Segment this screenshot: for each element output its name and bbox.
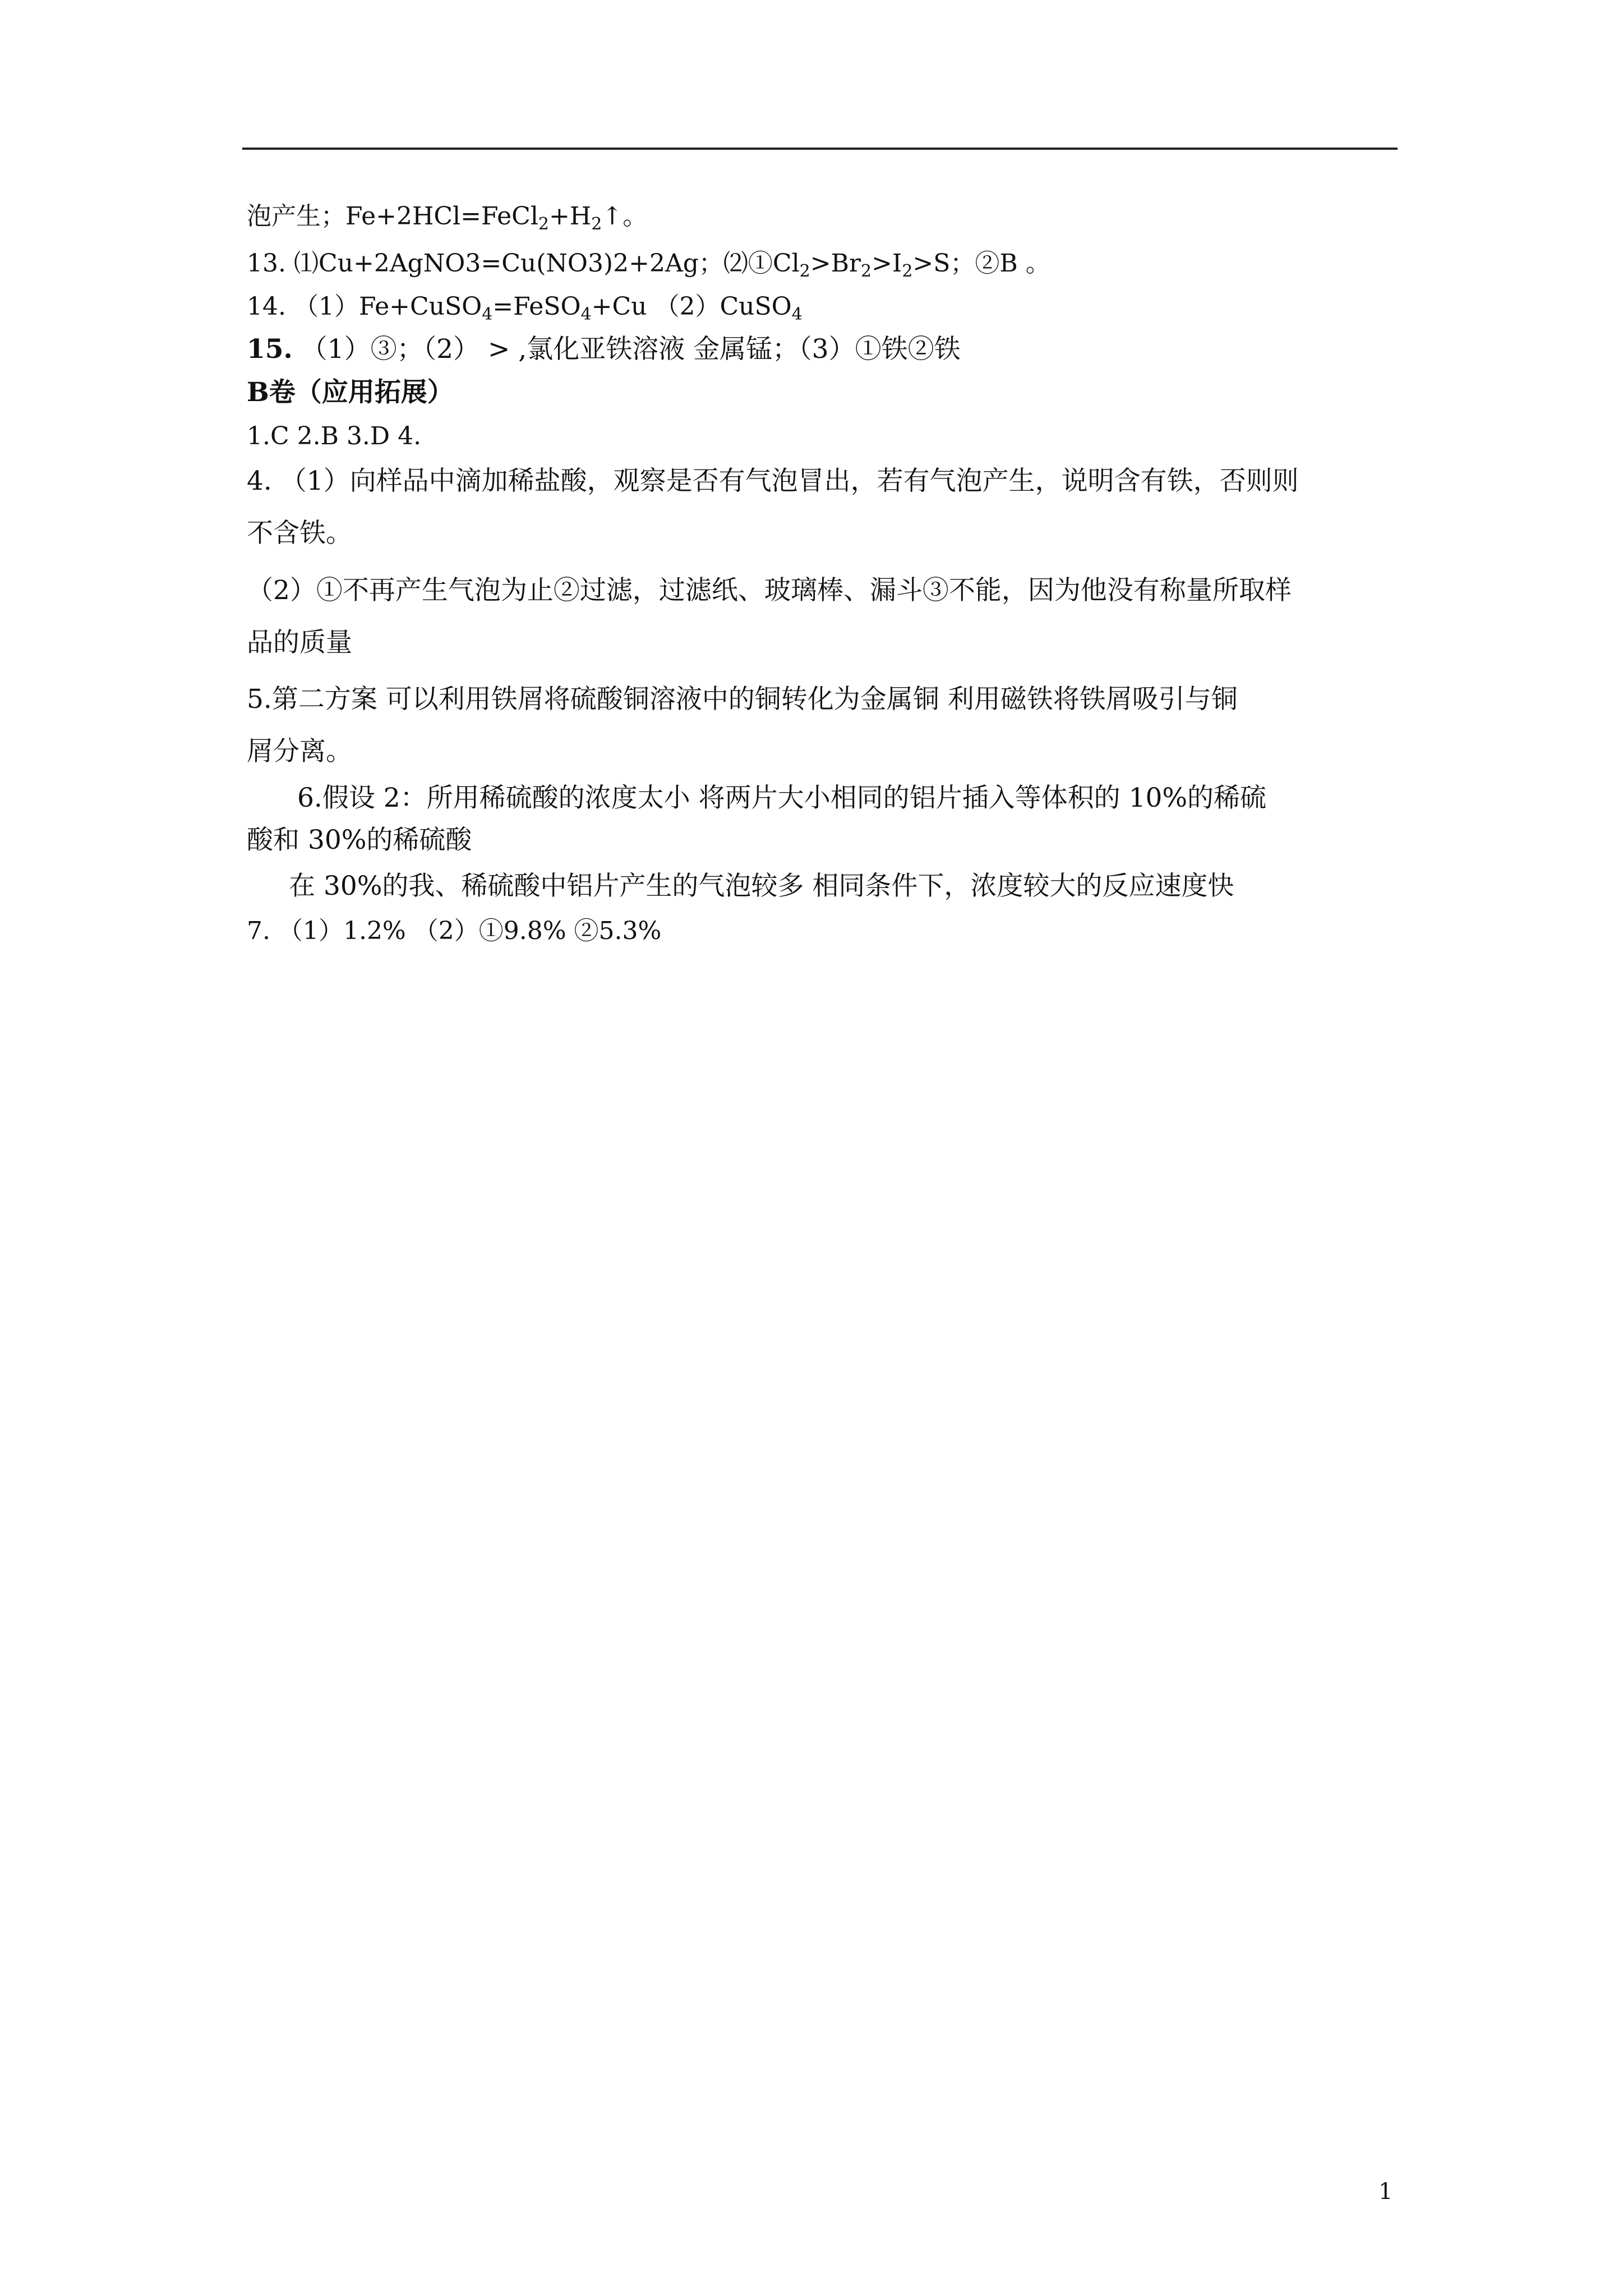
answer-line-12-cont: 泡产生；$Fe+2HCl=FeCl_2+H_2↑$。 [247, 202, 648, 234]
answer-line-b-4-part1-cont: 不含铁。 [247, 518, 352, 549]
answer-line-b-5: 5.第二方案 可以利用铁屑将硫酸铜溶液中的铜转化为金属铜 利用磁铁将铁屑吸引与铜 [247, 684, 1238, 715]
answer-line-b-4-part1: 4. （1）向样品中滴加稀盐酸，观察是否有气泡冒出，若有气泡产生，说明含有铁，否则则 [247, 466, 1299, 496]
answer-line-14: 14. （1）Fe+CuSO$_4$=FeSO$_4$+Cu （2）CuSO$_4$ [247, 292, 803, 324]
answer-line-b-7: 7. （1）1.2% （2）①9.8% ②5.3% [247, 917, 662, 945]
section-heading-b: B卷（应用拓展） [247, 377, 454, 408]
answer-line-13: 13. ⑴Cu+2AgNO3=Cu(NO3)2+2Ag；$⑵①Cl_2>Br_2>I_2>S$；②B 。 [247, 249, 1050, 281]
answer-line-b-1-4: 1.C 2.B 3.D 4. [247, 422, 422, 450]
answer-line-b-6-result: 在 30%的我、稀硫酸中铝片产生的气泡较多 相同条件下，浓度较大的反应速度快 [289, 871, 1234, 901]
page-number: 1 [1378, 2179, 1393, 2205]
answer-line-b-4-part2: （2）①不再产生气泡为止②过滤，过滤纸、玻璃棒、漏斗③不能，因为他没有称量所取样 [247, 575, 1292, 606]
answer-line-b-6-cont: 酸和 30%的稀硫酸 [247, 825, 472, 855]
answer-line-b-5-cont: 屑分离。 [247, 736, 352, 767]
answer-line-15: 15. （1）③；（2） > ,氯化亚铁溶液 金属锰；（3）①铁②铁 [247, 334, 961, 365]
answer-line-b-4-part2-cont: 品的质量 [247, 627, 352, 658]
header-rule [242, 148, 1398, 150]
answer-line-b-6: 6.假设 2：所用稀硫酸的浓度太小 将两片大小相同的铝片插入等体积的 10%的稀硫 [297, 783, 1267, 813]
